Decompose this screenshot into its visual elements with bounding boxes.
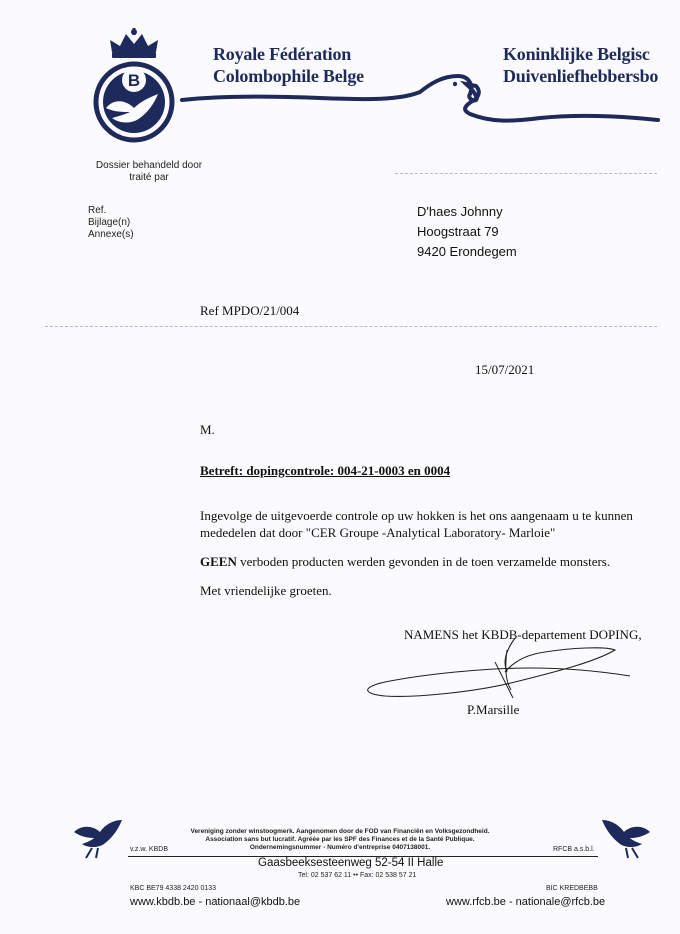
recipient-city: 9420 Erondegem	[417, 244, 517, 259]
org-name-fr-line1: Royale Fédération	[213, 44, 352, 64]
svg-text:B: B	[127, 71, 141, 90]
footer-phone-fax: Tel: 02 537 62 11 •• Fax: 02 538 57 21	[298, 872, 417, 879]
footer-address: Gaasbeeksesteenweg 52-54 II Halle	[258, 857, 444, 869]
divider-middle	[45, 326, 657, 327]
legal-notice	[190, 828, 490, 852]
header-pigeon-line	[180, 70, 660, 130]
rfcb-label: RFCB a.s.b.l.	[553, 846, 595, 853]
legal-line1: Vereniging zonder winstoogmerk. Aangenomen door de FOD van Financiën en Volksgezondheid.	[190, 828, 490, 835]
paragraph2-emphasis: GEEN	[200, 554, 237, 569]
divider-top	[395, 173, 657, 174]
paragraph2	[200, 553, 656, 570]
bijlage-label: Bijlage(n)	[88, 217, 131, 228]
legal-line3: Ondernemingsnummer - Numéro d'entreprise 0407138001.	[249, 844, 431, 851]
salutation: M.	[200, 422, 215, 437]
recipient-name: D'haes Johnny	[417, 204, 503, 219]
vzw-label: v.z.w. KBDB	[130, 846, 168, 853]
org-name-nl-line2: Duivenliefhebbersbo	[503, 66, 659, 86]
org-name-nl-line1: Koninklijke Belgisc	[503, 44, 650, 64]
crown-icon	[110, 28, 158, 58]
dossier-block	[84, 160, 214, 184]
footer-pigeon-left-icon	[72, 818, 124, 860]
dossier-line1: Dossier behandeld door	[95, 160, 203, 171]
paragraph1-line2: mededelen dat door "CER Groupe -Analytical Laboratory- Marloie"	[200, 525, 556, 540]
paragraph1-line1: Ingevolge de uitgevoerde controle op uw hokken is het ons aangenaam u te kunnen	[200, 508, 633, 523]
annexe-label: Annexe(s)	[88, 229, 134, 240]
org-name-fr-line2: Colombophile Belge	[213, 66, 364, 86]
footer-contact-left[interactable]: www.kbdb.be - nationaal@kbdb.be	[130, 896, 301, 908]
dossier-line2: traité par	[129, 172, 169, 183]
recipient-address	[417, 202, 517, 262]
footer-pigeon-right-icon	[600, 818, 652, 860]
reference-labels	[88, 205, 134, 241]
letter-date: 15/07/2021	[475, 362, 535, 377]
footer-bic: BIC KREDBEBB	[546, 885, 598, 892]
subject-line: Betreft: dopingcontrole: 004-21-0003 en 0004	[200, 463, 451, 478]
letter-reference: Ref MPDO/21/004	[200, 303, 300, 318]
footer-bank: KBC BE79 4338 2420 0133	[130, 885, 217, 892]
ref-label: Ref.	[88, 205, 107, 216]
legal-line2: Association sans but lucratif. Agréée par les SPF des Finances et de la Santé Publique.	[205, 836, 475, 843]
recipient-street: Hoogstraat 79	[417, 224, 499, 239]
signatory-name: P.Marsille	[467, 702, 520, 717]
handwritten-signature	[355, 632, 640, 712]
letter-body	[200, 507, 656, 599]
closing: Met vriendelijke groeten.	[200, 583, 332, 598]
paragraph2-rest: verboden producten werden gevonden in de toen verzamelde monsters.	[236, 554, 611, 569]
signatory-line: NAMENS het KBDB-departement DOPING,	[404, 627, 642, 642]
footer-contact-right[interactable]: www.rfcb.be - nationale@rfcb.be	[446, 896, 606, 908]
kbdb-logo	[90, 28, 182, 146]
